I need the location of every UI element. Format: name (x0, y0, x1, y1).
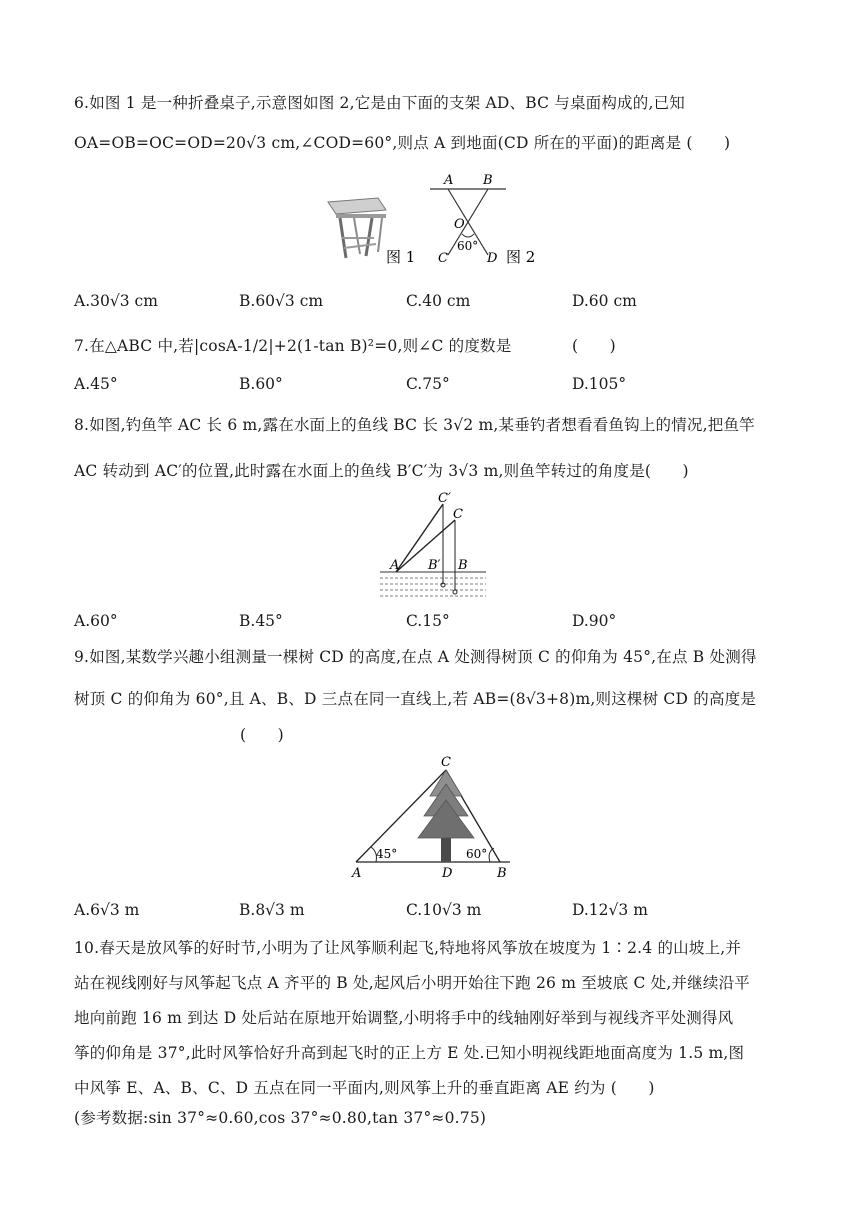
q7-options (74, 373, 794, 395)
q7-option-a[interactable]: A.45° (74, 375, 118, 393)
q8-option-a[interactable]: A.60° (74, 612, 118, 630)
q6-options (74, 290, 794, 312)
folding-table-photo (328, 198, 386, 258)
q8-option-c[interactable]: C.15° (406, 612, 450, 630)
q8-label-c: C (453, 507, 463, 522)
q8-option-b[interactable]: B.45° (239, 612, 283, 630)
q6-label-o: O (454, 217, 465, 232)
q9-label-45: 45° (376, 847, 398, 861)
q6-label-a: A (444, 173, 454, 188)
q10-text-line5: 中风筝 E、A、B、C、D 五点在同一平面内,则风筝上升的垂直距离 AE 约为 ( ) (74, 1079, 655, 1097)
q8-option-d[interactable]: D.90° (572, 612, 617, 630)
q6-text-line1: 6.如图 1 是一种折叠桌子,示意图如图 2,它是由下面的支架 AD、BC 与桌面构成的,已知 (74, 94, 685, 112)
q9-text-line1: 9.如图,某数学兴趣小组测量一棵树 CD 的高度,在点 A 处测得树顶 C 的仰角为 45°,在点 B 处测得 (74, 648, 757, 666)
q9-option-a[interactable]: A.6√3 m (74, 901, 140, 919)
q8-text-line2: AC 转动到 AC′的位置,此时露在水面上的鱼线 B′C′为 3√3 m,则鱼竿转过的角度是( ) (74, 462, 689, 480)
q9-bracket: ( ) (240, 726, 284, 744)
q10-text-line3: 地向前跑 16 m 到达 D 处后站在原地开始调整,小明将手中的线轴刚好举到与视线齐平处测得风 (74, 1009, 734, 1027)
q6-option-b[interactable]: B.60√3 cm (239, 292, 324, 310)
q6-fig1-caption: 图 1 (386, 248, 416, 266)
q10-reference-data: (参考数据:sin 37°≈0.60,cos 37°≈0.80,tan 37°≈0.75) (74, 1109, 487, 1127)
q6-label-angle: 60° (457, 239, 479, 253)
q10-text-line1: 10.春天是放风筝的好时节,小明为了让风筝顺利起飞,特地将风筝放在坡度为 1∶2.4 的山坡上,并 (74, 939, 742, 957)
q6-fig2-caption: 图 2 (506, 248, 536, 266)
q6-option-a[interactable]: A.30√3 cm (74, 292, 158, 310)
q9-option-d[interactable]: D.12√3 m (572, 901, 648, 919)
q8-label-c-prime: C′ (438, 491, 451, 506)
q7-option-d[interactable]: D.105° (572, 375, 627, 393)
q9-label-b: B (497, 866, 507, 881)
q7-option-b[interactable]: B.60° (239, 375, 283, 393)
q6-label-d: D (487, 251, 498, 266)
q8-label-b-prime: B′ (428, 558, 441, 573)
q9-tree-diagram (344, 752, 524, 882)
q9-label-a: A (352, 866, 362, 881)
q7-option-c[interactable]: C.75° (406, 375, 450, 393)
q8-text-line1: 8.如图,钓鱼竿 AC 长 6 m,露在水面上的鱼线 BC 长 3√2 m,某垂钓者想看看鱼钩上的情况,把鱼竿 (74, 416, 755, 434)
q7-text-line1: 7.在△ABC 中,若|cosA-1/2|+2(1-tan B)²=0,则∠C 的度数是 (74, 337, 512, 355)
q6-option-c[interactable]: C.40 cm (406, 292, 471, 310)
q9-label-c: C (441, 755, 451, 770)
q10-text-line4: 筝的仰角是 37°,此时风筝恰好升高到起飞时的正上方 E 处.已知小明视线距地面高度为 1.5 m,图 (74, 1044, 745, 1062)
q6-label-c: C (438, 251, 448, 266)
q10-text-line2: 站在视线刚好与风筝起飞点 A 齐平的 B 处,起风后小明开始往下跑 26 m 至坡底 C 处,并继续沿平 (74, 974, 750, 992)
q9-label-d: D (442, 866, 453, 881)
q6-figures (320, 168, 550, 272)
q9-label-60: 60° (466, 847, 488, 861)
q8-fishing-diagram (370, 490, 490, 604)
q9-option-c[interactable]: C.10√3 m (406, 901, 482, 919)
q9-option-b[interactable]: B.8√3 m (239, 901, 305, 919)
q7-bracket: ( ) (572, 337, 616, 355)
q8-options (74, 610, 794, 632)
q6-label-b: B (483, 173, 493, 188)
q6-option-d[interactable]: D.60 cm (572, 292, 637, 310)
q9-options (74, 899, 794, 921)
q8-label-a: A (390, 558, 400, 573)
q8-label-b: B (458, 558, 468, 573)
q9-text-line2: 树顶 C 的仰角为 60°,且 A、B、D 三点在同一直线上,若 AB=(8√3+8)m,则这棵树 CD 的高度是 (74, 690, 757, 708)
q6-text-line2: OA=OB=OC=OD=20√3 cm,∠COD=60°,则点 A 到地面(CD 所在的平面)的距离是 ( ) (74, 134, 731, 152)
